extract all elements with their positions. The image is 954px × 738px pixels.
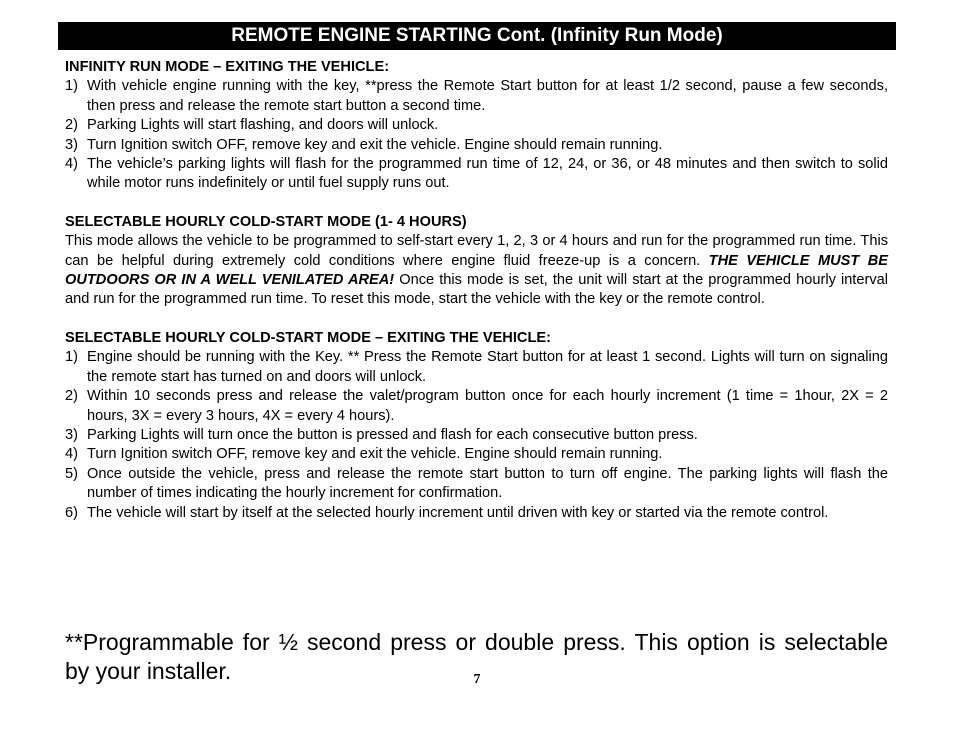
item-number: 2) [65, 117, 78, 134]
section-heading-infinity-exit: INFINITY RUN MODE – EXITING THE VEHICLE: [65, 59, 390, 75]
cold-start-description [65, 232, 888, 310]
item-text: Engine should be running with the Key. ** Press the Remote Start button for at least 1 second. Lights will turn on signaling the remote start has turned on and doors will unlock. [87, 349, 888, 385]
item-text: Turn Ignition switch OFF, remove key and exit the vehicle. Engine should remain running. [87, 446, 663, 463]
item-text: Once outside the vehicle, press and release the remote start button to turn off engine. The parking lights will flash the number of times indicating the hourly increment for confirmation. [87, 465, 888, 502]
item-number: 1) [65, 78, 78, 95]
item-number: 1) [65, 349, 78, 366]
page-title: REMOTE ENGINE STARTING Cont. (Infinity Run Mode) [58, 22, 896, 50]
list-item [65, 426, 888, 445]
ventilation-warning: THE VEHICLE MUST BE OUTDOORS OR IN A WELL VENILATED AREA! [65, 252, 889, 289]
description-text: Once this mode is set, the unit will start at the programmed hourly interval and run for the programmed run time. To reset this mode, start the vehicle with the key or the remote control. [65, 272, 888, 308]
section-heading-cold-start: SELECTABLE HOURLY COLD-START MODE (1- 4 HOURS) [65, 213, 467, 230]
cold-start-exit-steps [65, 348, 888, 523]
list-item [65, 504, 888, 523]
page-number: 7 [473, 672, 481, 687]
list-item [65, 116, 888, 135]
item-text: The vehicle will start by itself at the selected hourly increment until driven with key or started via the remote control. [87, 504, 829, 521]
item-number: 3) [65, 426, 78, 443]
item-number: 4) [65, 156, 78, 173]
item-text: Within 10 seconds press and release the valet/program button once for each hourly increment (1 time = 1hour, 2X = 2 hours, 3X = every 3 hours, 4X = every 4 hours). [87, 388, 888, 424]
item-number: 2) [65, 388, 78, 405]
item-number: 3) [65, 136, 78, 153]
list-item [65, 155, 888, 194]
document-body [65, 58, 888, 523]
item-number: 4) [65, 446, 78, 463]
item-text: Turn Ignition switch OFF, remove key and exit the vehicle. Engine should remain running. [87, 136, 663, 153]
section-heading-cold-start-exit: SELECTABLE HOURLY COLD-START MODE – EXITING THE VEHICLE: [65, 329, 551, 346]
list-item [65, 136, 888, 155]
list-item [65, 465, 888, 504]
list-item [65, 348, 888, 387]
installer-note: **Programmable for ½ second press or double press. This option is selectable by your installer. [65, 629, 888, 684]
infinity-exit-steps [65, 77, 888, 193]
item-number: 5) [65, 465, 78, 482]
item-text: Parking Lights will start flashing, and doors will unlock. [87, 117, 439, 134]
item-text: The vehicle’s parking lights will flash for the programmed run time of 12, 24, or 36, or 48 minutes and then switch to solid while motor runs indefinitely or until fuel supply runs out. [87, 156, 888, 192]
list-item [65, 387, 888, 426]
item-text: With vehicle engine running with the key, **press the Remote Start button for at least 1/2 second, pause a few seconds, then press and release the remote start button a second time. [87, 78, 888, 114]
list-item [65, 77, 888, 116]
list-item [65, 445, 888, 464]
item-number: 6) [65, 504, 78, 521]
description-text: This mode allows the vehicle to be programmed to self-start every 1, 2, 3 or 4 hours and run for the programmed run time. This can be helpful during extremely cold conditions where engine fluid freeze-up is a concern. [65, 233, 888, 269]
item-text: Parking Lights will turn once the button is pressed and flash for each consecutive button press. [87, 426, 698, 443]
